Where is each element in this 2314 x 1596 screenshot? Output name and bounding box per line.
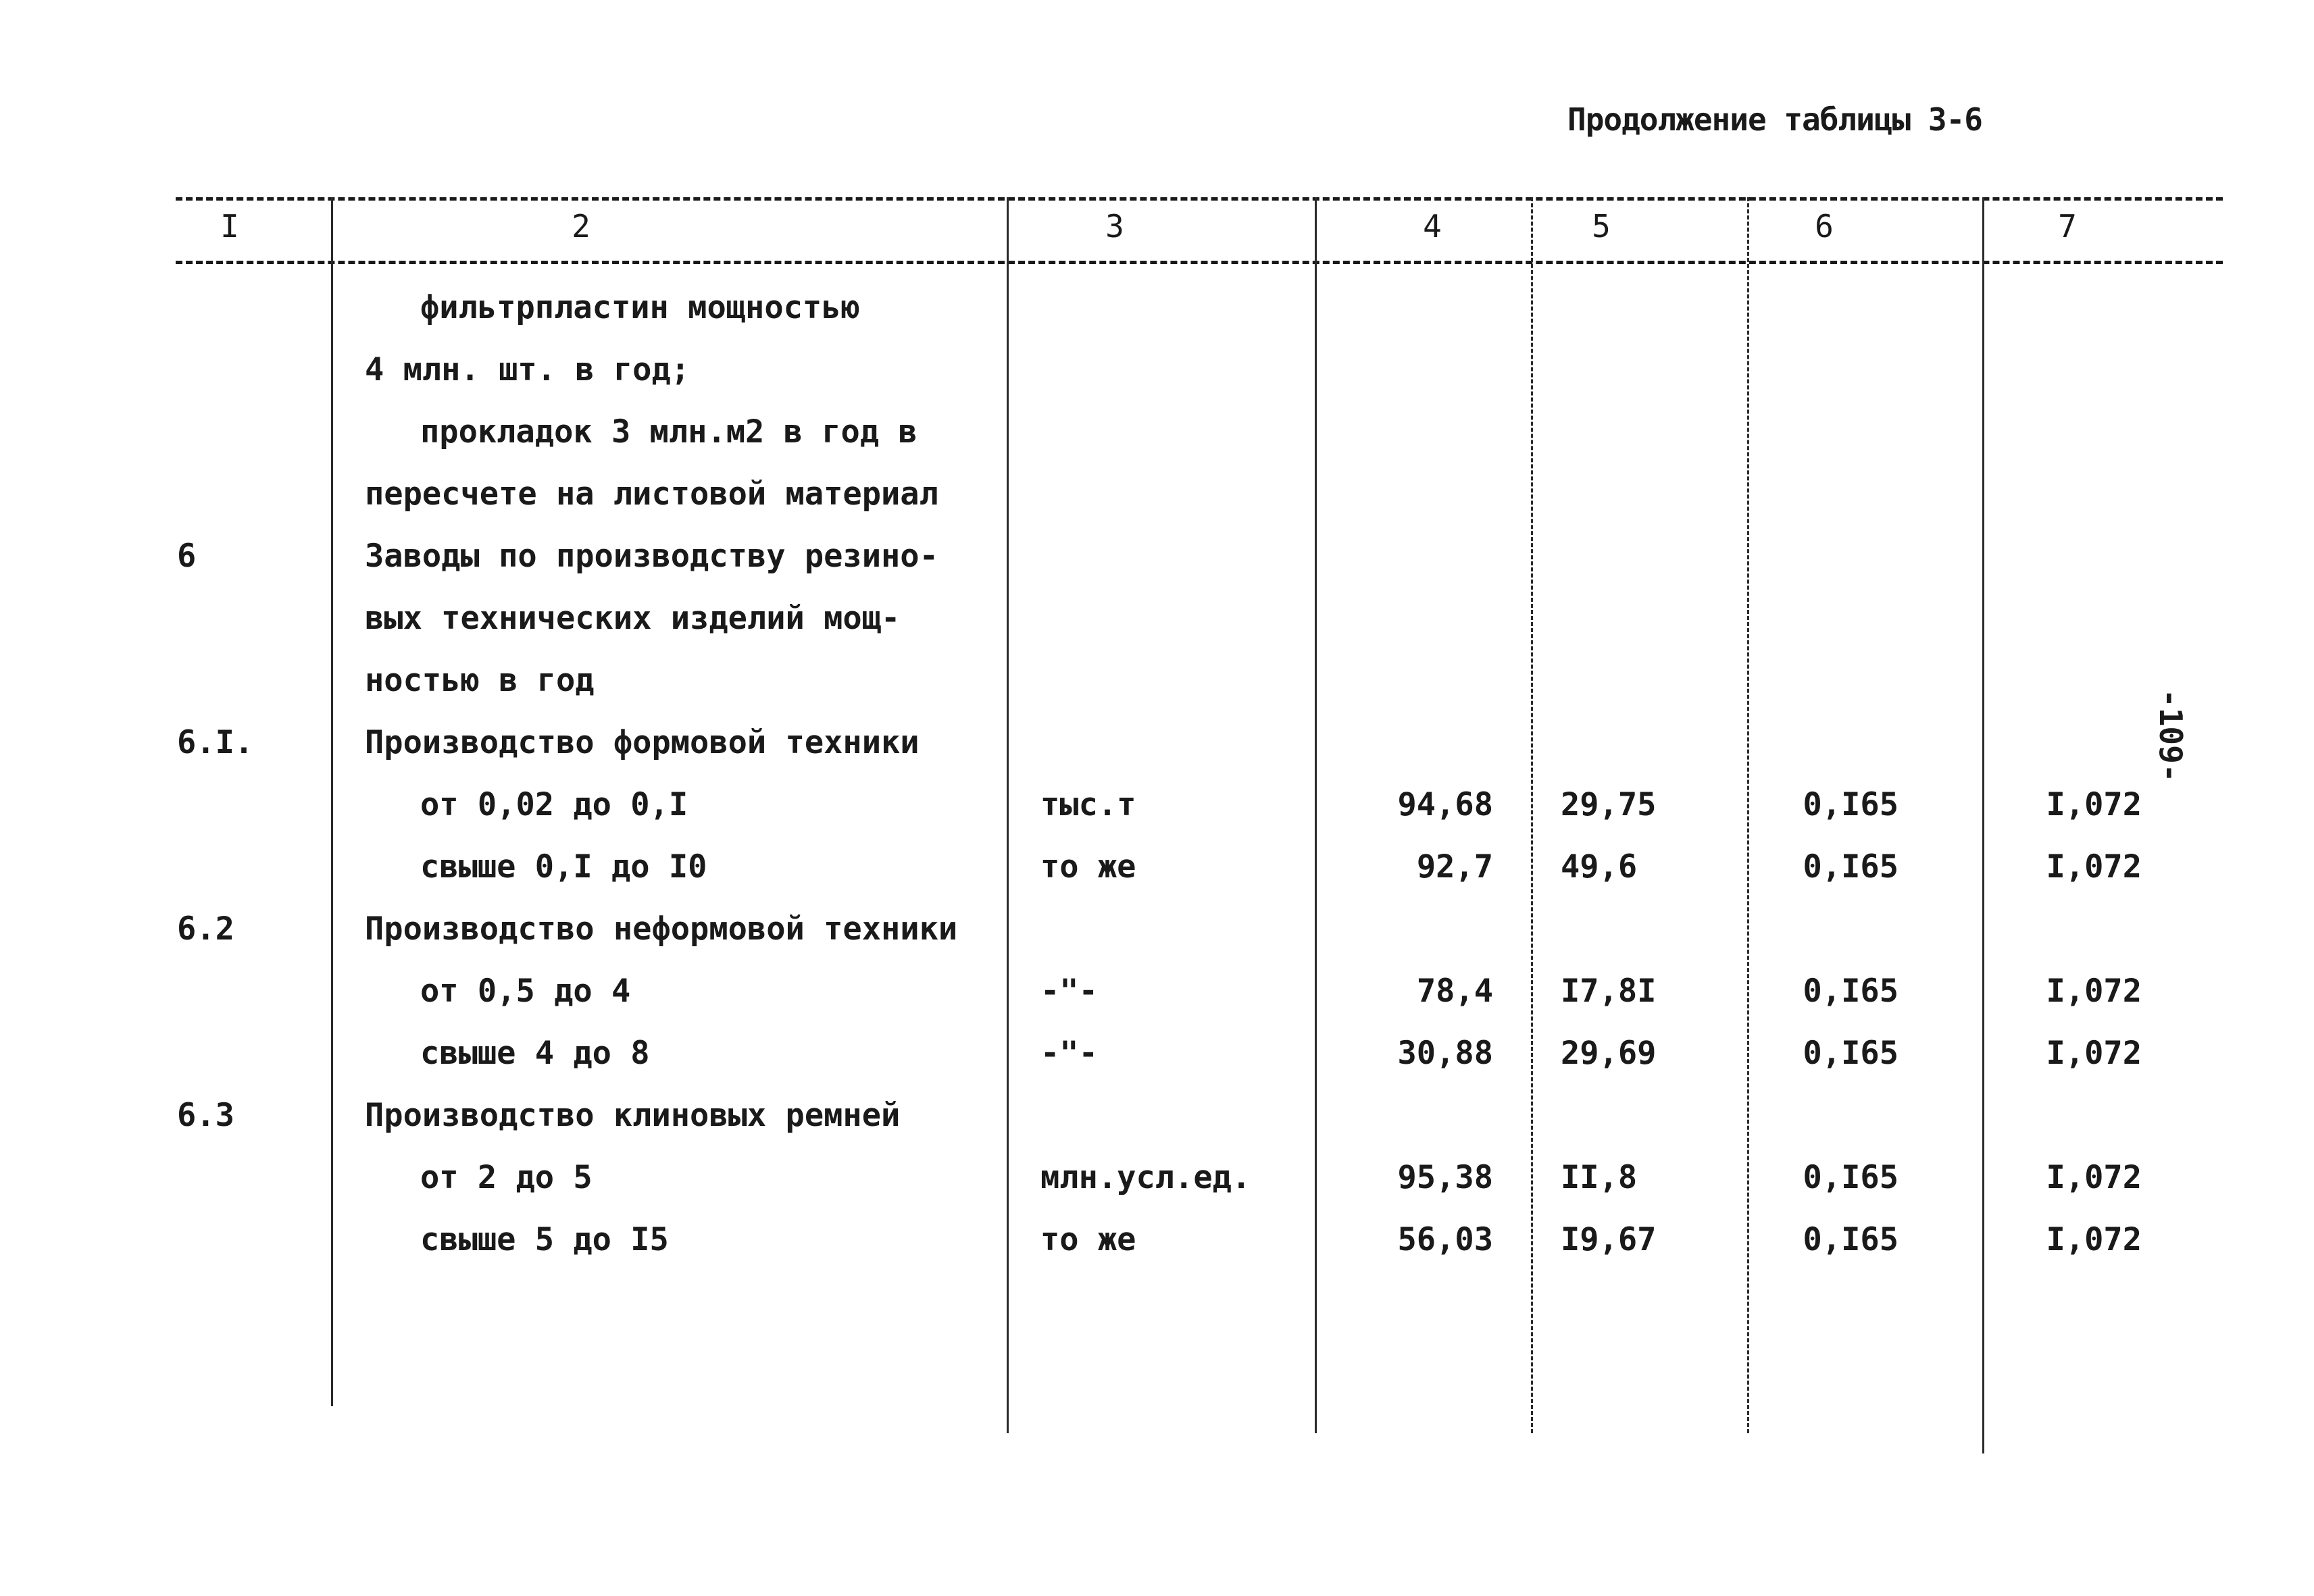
table-row <box>0 1159 2314 1213</box>
description-cell: ностью в год <box>365 662 595 699</box>
value-col4-cell: 78,4 <box>1416 973 1493 1010</box>
description-cell: пересчете на листовой материал <box>365 475 938 513</box>
item-number-cell: 6.3 <box>177 1097 234 1134</box>
value-col5-cell: 29,69 <box>1561 1035 1657 1072</box>
header-col-3: 3 <box>1105 208 1124 244</box>
value-col5-cell: I7,8I <box>1561 973 1657 1010</box>
value-col5-cell: 49,6 <box>1561 848 1638 885</box>
table-row <box>0 724 2314 778</box>
value-col4-cell: 30,88 <box>1397 1035 1493 1072</box>
value-col6-cell: 0,I65 <box>1803 973 1898 1010</box>
description-cell: фильтрпластин мощностью <box>420 289 860 326</box>
value-col6-cell: 0,I65 <box>1803 848 1898 885</box>
value-col7-cell: I,072 <box>2046 786 2142 823</box>
value-col5-cell: 29,75 <box>1561 786 1657 823</box>
table-row <box>0 1097 2314 1151</box>
description-cell: Производство клиновых ремней <box>365 1097 901 1134</box>
table-row <box>0 910 2314 964</box>
description-cell: Производство формовой техники <box>365 724 920 761</box>
description-cell: свыше 0,I до I0 <box>420 848 707 885</box>
table-row <box>0 1035 2314 1089</box>
table-row <box>0 351 2314 405</box>
value-col6-cell: 0,I65 <box>1803 1035 1898 1072</box>
unit-cell: млн.усл.ед. <box>1040 1159 1251 1196</box>
value-col5-cell: II,8 <box>1561 1159 1638 1196</box>
description-cell: 4 млн. шт. в год; <box>365 351 690 388</box>
value-col6-cell: 0,I65 <box>1803 786 1898 823</box>
item-number-cell: 6.2 <box>177 910 234 948</box>
description-cell: от 0,02 до 0,I <box>420 786 688 823</box>
description-cell: Заводы по производству резино- <box>365 538 938 575</box>
unit-cell: то же <box>1040 1221 1136 1258</box>
description-cell: свыше 5 до I5 <box>420 1221 669 1258</box>
item-number-cell: 6.I. <box>177 724 254 761</box>
value-col4-cell: 92,7 <box>1416 848 1493 885</box>
header-col-2: 2 <box>572 208 590 244</box>
header-col-7: 7 <box>2058 208 2077 244</box>
value-col5-cell: I9,67 <box>1561 1221 1657 1258</box>
header-col-4: 4 <box>1423 208 1442 244</box>
value-col4-cell: 56,03 <box>1397 1221 1493 1258</box>
header-col-5: 5 <box>1592 208 1611 244</box>
table-row <box>0 538 2314 592</box>
unit-cell: -"- <box>1040 1035 1098 1072</box>
description-cell: свыше 4 до 8 <box>420 1035 650 1072</box>
unit-cell: -"- <box>1040 973 1098 1010</box>
value-col7-cell: I,072 <box>2046 973 2142 1010</box>
table-row <box>0 475 2314 530</box>
header-top-rule <box>176 197 2223 201</box>
value-col6-cell: 0,I65 <box>1803 1159 1898 1196</box>
header-col-6: 6 <box>1815 208 1834 244</box>
table-row <box>0 848 2314 902</box>
unit-cell: тыс.т <box>1040 786 1136 823</box>
unit-cell: то же <box>1040 848 1136 885</box>
value-col4-cell: 94,68 <box>1397 786 1493 823</box>
table-row <box>0 413 2314 467</box>
table-continuation-caption: Продолжение таблицы 3-6 <box>1567 101 1982 138</box>
table-row <box>0 1221 2314 1275</box>
description-cell: от 0,5 до 4 <box>420 973 631 1010</box>
header-col-1: I <box>220 208 239 244</box>
table-row <box>0 973 2314 1027</box>
table-row <box>0 786 2314 840</box>
value-col7-cell: I,072 <box>2046 1221 2142 1258</box>
description-cell: Производство неформовой техники <box>365 910 958 948</box>
description-cell: от 2 до 5 <box>420 1159 593 1196</box>
value-col7-cell: I,072 <box>2046 1159 2142 1196</box>
table-row <box>0 600 2314 654</box>
value-col4-cell: 95,38 <box>1397 1159 1493 1196</box>
value-col7-cell: I,072 <box>2046 1035 2142 1072</box>
description-cell: прокладок 3 млн.м2 в год в <box>420 413 917 451</box>
item-number-cell: 6 <box>177 538 197 575</box>
value-col7-cell: I,072 <box>2046 848 2142 885</box>
value-col6-cell: 0,I65 <box>1803 1221 1898 1258</box>
table-row <box>0 289 2314 343</box>
header-bottom-rule <box>176 261 2223 264</box>
page-number: -109- <box>2153 689 2189 783</box>
description-cell: вых технических изделий мощ- <box>365 600 901 637</box>
table-row <box>0 662 2314 716</box>
